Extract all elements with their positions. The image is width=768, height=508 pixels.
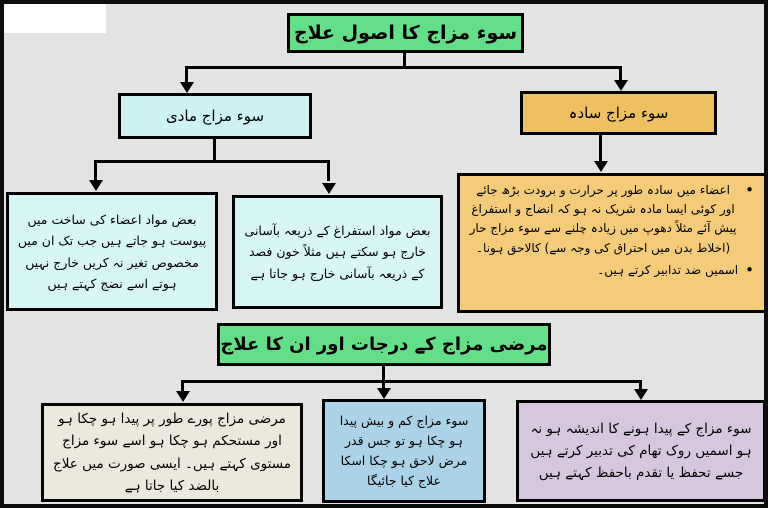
grade-partial-text: سوء مزاج کم و بیش پیدا ہو چکا ہو تو جس قدر مرض لاحق ہو چکا اسکا علاج کیا جائیگا	[339, 413, 469, 488]
arrowhead-down-icon	[634, 389, 648, 400]
connector-material-drop-left	[94, 160, 97, 181]
bullet-dot-icon: •	[745, 181, 754, 199]
corner-white-patch	[4, 4, 106, 33]
connector-grades-rail	[181, 380, 642, 383]
section2-title: مرضی مزاج کے درجات اور ان کا علاج	[220, 334, 548, 355]
root-title: سوء مزاج کا اصول علاج	[293, 22, 518, 44]
connector-simple-stem	[599, 134, 602, 162]
grade-mustawi-text: مرضی مزاج پورے طور پر پیدا ہو چکا ہو اور مستحکم ہو چکا ہو اسے سوء مزاج مستوی کہتے ہیں۔ ایسی صورت میں علاج بالضد کیا جاتا ہے	[52, 410, 291, 494]
bullet-text: اعضاء میں سادہ طور پر حرارت و برودت بڑھ جائے اور کوئی ایسا مادہ شریک نہ ہو کہ انضاج و استفراغ پیش آئے مثلاً دھوپ میں زیادہ چلنے سے سوء مزاج حار (اخلاط بدن میں احتراق کی وجہ سے) کالاحق ہونا۔	[469, 183, 737, 255]
arrowhead-down-icon	[614, 80, 628, 91]
arrowhead-down-icon	[89, 180, 103, 191]
simple-detail-box	[457, 173, 768, 313]
arrowhead-down-icon	[594, 161, 608, 172]
connector-material-rail	[94, 160, 330, 163]
connector-material-drop-right	[327, 160, 330, 181]
grade-prevention-text: سوء مزاج کے پیدا ہونے کا اندیشہ ہو نہ ہو اسمیں روک تھام کی تدبیر کرتے ہیں جسے تحفظ یا تقدم باحفظ کہتے ہیں	[530, 420, 752, 482]
bullet-item	[468, 261, 758, 280]
bullet-item	[468, 181, 758, 258]
material-detail-2-text: بعض مواد استفراغ کے ذریعہ بآسانی خارج ہو سکتے ہیں مثلاً خون فصد کے ذریعہ بآسانی خارج ہو جاتا ہے	[244, 223, 431, 281]
connector-root-rail	[185, 66, 622, 69]
connector-root-drop-left	[185, 66, 188, 83]
arrowhead-down-icon	[176, 391, 190, 402]
arrowhead-down-icon	[377, 388, 391, 399]
bullet-text: اسمیں ضد تدابیر کرتے ہیں۔	[597, 262, 739, 277]
root-title-box	[287, 13, 524, 53]
grade-mustawi-box	[41, 403, 303, 502]
grade-prevention-box	[516, 400, 766, 502]
branch-material-label: سوء مزاج مادی	[165, 107, 265, 125]
material-detail-2-box	[232, 195, 443, 309]
branch-material-box	[118, 93, 312, 139]
arrowhead-down-icon	[180, 82, 194, 93]
branch-simple-label: سوء مزاج سادہ	[568, 104, 669, 122]
material-detail-1-box	[6, 192, 218, 311]
bullet-dot-icon: •	[745, 260, 754, 279]
grade-partial-box	[322, 399, 486, 503]
simple-detail-bullet-list	[468, 181, 758, 280]
section2-title-box	[217, 323, 551, 366]
branch-simple-box	[520, 91, 717, 135]
arrowhead-down-icon	[322, 183, 336, 194]
material-detail-1-text: بعض مواد اعضاء کی ساخت میں پیوست ہو جاتے ہیں جب تک ان میں مخصوص تغیر نہ کریں خارج نہیں ہوتے اسے نضج کہتے ہیں	[17, 212, 207, 291]
